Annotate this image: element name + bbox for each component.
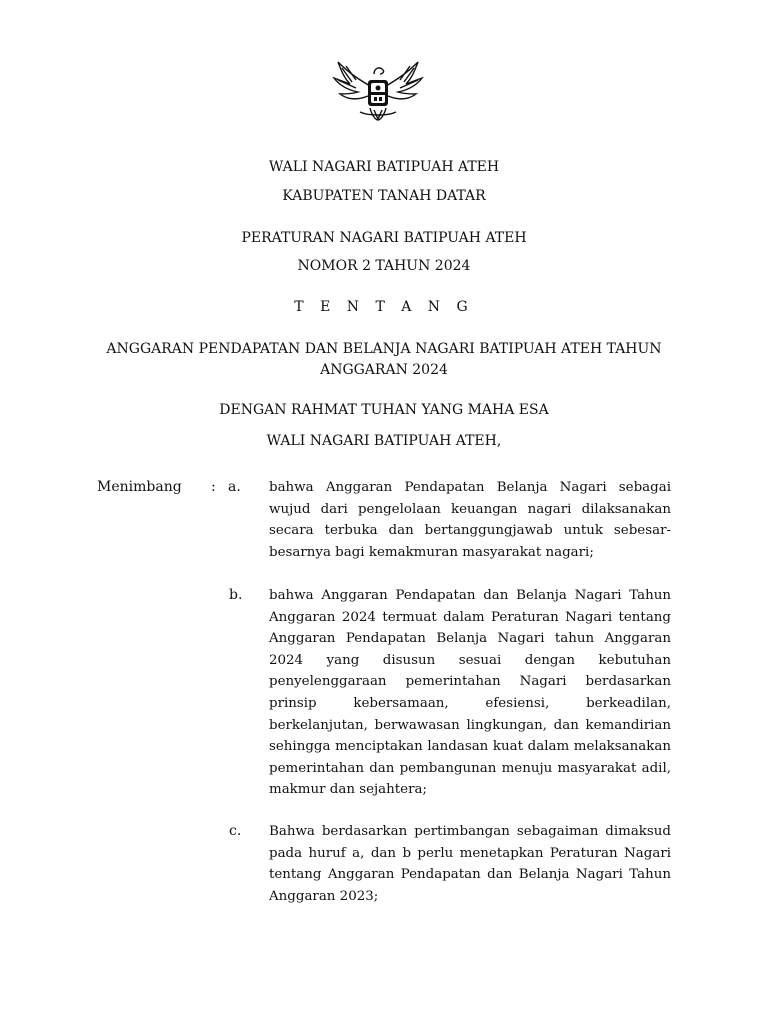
preamble-authority: WALI NAGARI BATIPUAH ATEH, bbox=[266, 433, 502, 449]
subject-line-1: ANGGARAN PENDAPATAN DAN BELANJA NAGARI BATIPUAH ATEH TAHUN bbox=[106, 341, 662, 357]
regulation-title: PERATURAN NAGARI BATIPUAH ATEH bbox=[241, 230, 527, 246]
menimbang-colon: : bbox=[211, 479, 216, 495]
item-text-a: bahwa Anggaran Pendapatan Belanja Nagari sebagai wujud dari pengelolaan keuangan nagari dilaksanakan secara terbuka dan bertanggungjawab untuk sebesar-besarnya bagi kemakmuran masyarakat nagari; bbox=[269, 480, 671, 560]
item-text-c: Bahwa berdasarkan pertimbangan sebagaiman dimaksud pada huruf a, dan b perlu menetapkan Peraturan Nagari tentang Anggaran Pendapatan dan Belanja Nagari Tahun Anggaran 2023; bbox=[269, 824, 671, 904]
item-marker-b: b. bbox=[229, 587, 243, 603]
tentang-heading: T E N T A N G bbox=[294, 299, 474, 315]
item-marker-a: a. bbox=[228, 479, 241, 495]
subject-line-2: ANGGARAN 2024 bbox=[320, 362, 448, 378]
regulation-number: NOMOR 2 TAHUN 2024 bbox=[297, 258, 471, 274]
garuda-emblem-icon bbox=[330, 56, 426, 122]
preamble-divine: DENGAN RAHMAT TUHAN YANG MAHA ESA bbox=[219, 402, 549, 418]
issuer-title: WALI NAGARI BATIPUAH ATEH bbox=[268, 159, 500, 175]
menimbang-label: Menimbang bbox=[97, 479, 182, 495]
item-marker-c: c. bbox=[229, 823, 242, 839]
item-text-b: bahwa Anggaran Pendapatan dan Belanja Nagari Tahun Anggaran 2024 termuat dalam Peraturan Nagari tentang Anggaran Pendapatan Belanja Nagari tahun Anggaran 2024 yang disusun sesuai dengan kebutuhan penyelenggaraan pemerintahan Nagari berdasarkan prinsip kebersamaan, efesiensi, berkeadilan, berkelanjutan, berwawasan lingkungan, dan kemandirian sehingga menciptakan landasan kuat dalam melaksanakan pemerintahan dan pembangunan menuju masyarakat adil, makmur dan sejahtera; bbox=[269, 588, 671, 798]
regency-title: KABUPATEN TANAH DATAR bbox=[282, 188, 486, 204]
